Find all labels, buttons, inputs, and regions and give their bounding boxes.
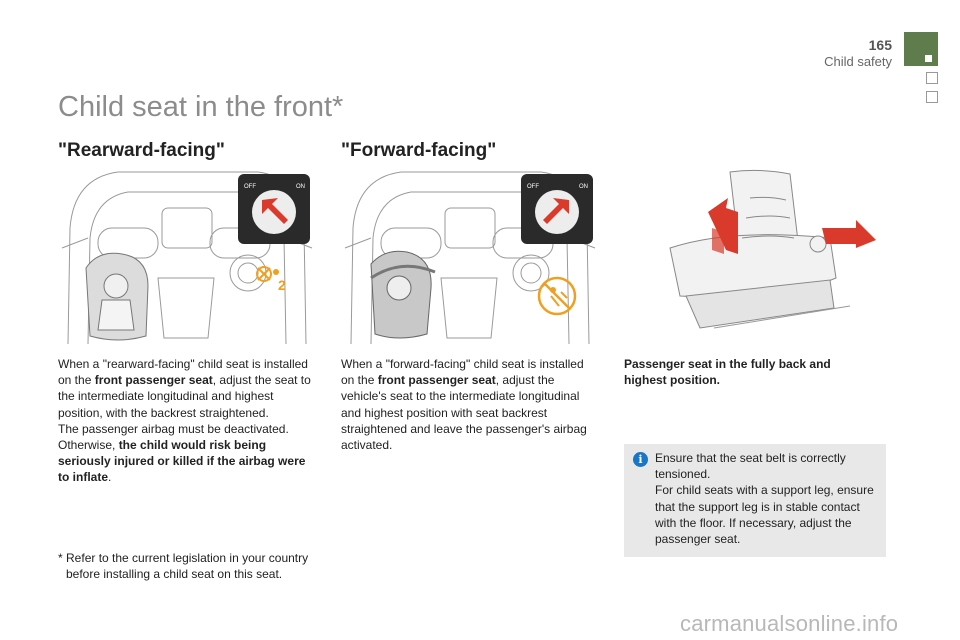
info-note-text: Ensure that the seat belt is correctly tensioned. For child seats with a support leg, ensure that the support leg is in stable contact with the floor. If necessary, adjust the passenger seat. [655, 451, 874, 547]
info-note [624, 444, 886, 557]
chapter-tab [926, 91, 938, 103]
airbag-switch-off [238, 174, 310, 244]
airbag-warning-icon [257, 267, 286, 293]
page-title: Child seat in the front* [58, 91, 344, 123]
seat-caption: Passenger seat in the fully back and highest position. [624, 357, 831, 388]
rearward-child-seat [86, 253, 148, 340]
airbag-off-warning-icon [539, 278, 575, 314]
chapter-tab-active [904, 32, 938, 66]
switch-on-label: ON [296, 184, 305, 190]
rearward-text: When a "rearward-facing" child seat is installed on the front passenger seat, adjust the seat to the intermediate longitudinal and highest position, with the backrest straightened. The passenger airbag must be deactivated. Otherwise, the child would risk being seriously injured or killed if the airbag were to inflate. [58, 357, 311, 485]
forward-text: When a "forward-facing" child seat is installed on the front passenger seat, adjust the vehicle's seat to the intermediate longitudinal and highest position with seat backrest straightened and leave the passenger's airbag activated. [341, 357, 587, 453]
watermark: carmanualsonline.info [680, 611, 899, 636]
section-title: Child safety [824, 54, 892, 69]
forward-car-illustration [341, 168, 599, 346]
switch-on-label: ON [579, 184, 588, 190]
forward-heading: "Forward-facing" [341, 140, 497, 161]
rearward-heading: "Rearward-facing" [58, 140, 225, 161]
rearward-car-illustration [58, 168, 316, 346]
footnote: * Refer to the current legislation in your country before installing a child seat on this seat. [58, 551, 309, 582]
info-icon: i [633, 452, 648, 467]
forward-child-seat [371, 251, 435, 338]
switch-off-label: OFF [244, 184, 256, 190]
page-number: 165 [868, 37, 892, 53]
svg-text:2: 2 [278, 277, 286, 293]
airbag-switch-on [521, 174, 593, 244]
switch-off-label: OFF [527, 184, 539, 190]
passenger-seat-illustration [630, 168, 886, 336]
seat-back-arrow [822, 220, 876, 248]
chapter-tab [926, 72, 938, 84]
